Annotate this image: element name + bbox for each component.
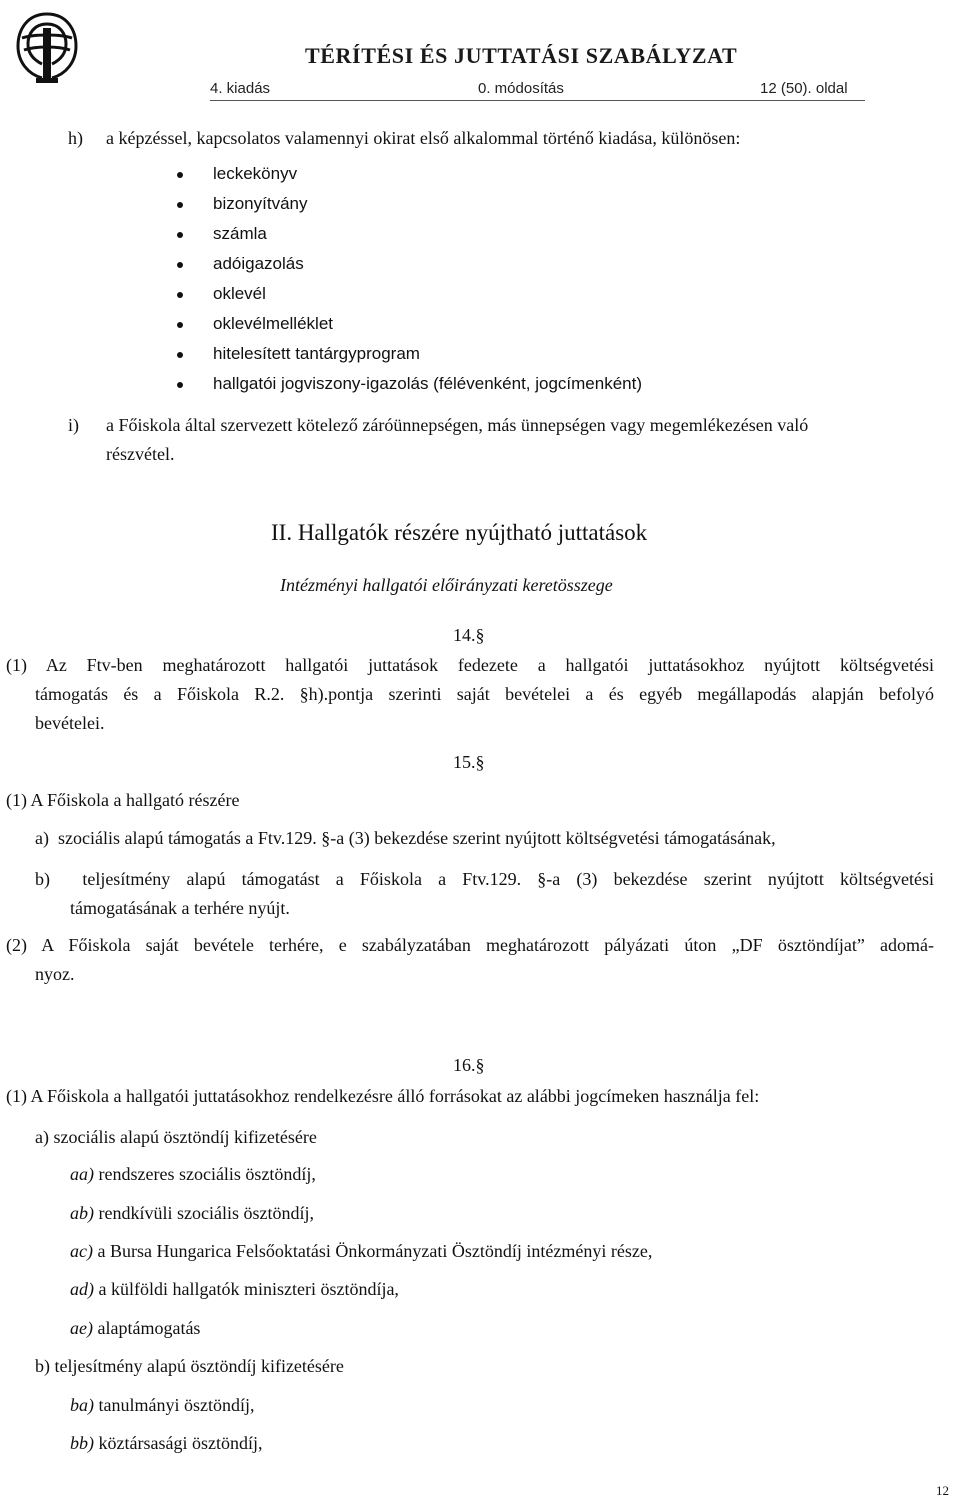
list-item-label: ad) <box>70 1279 94 1299</box>
item-h-text: a képzéssel, kapcsolatos valamennyi okirat első alkalommal történő kiadása, különösen: <box>106 128 741 148</box>
section-subtitle: Intézményi hallgatói előirányzati keretösszege <box>280 575 613 595</box>
para16-a: a) szociális alapú ösztöndíj kifizetésére <box>35 1127 317 1147</box>
list-item <box>70 1240 652 1262</box>
item-i-text: a Főiskola által szervezett kötelező záróünnepségen, más ünnepségen vagy megemlékezésen való <box>106 415 809 435</box>
paragraph-number-value: 15. <box>453 752 476 772</box>
header-divider <box>210 100 865 101</box>
item-h-label: h) <box>68 128 83 148</box>
bullet-item: oklevélmelléklet <box>213 314 333 333</box>
list-item-text: a Bursa Hungarica Felsőoktatási Önkormányzati Ösztöndíj intézményi része, <box>92 1241 653 1261</box>
list-item-text: a külföldi hallgatók miniszteri ösztöndíja, <box>94 1279 399 1299</box>
institution-logo <box>12 8 82 84</box>
bullet-dot <box>177 202 183 208</box>
list-item <box>70 1317 200 1339</box>
bullet-dot <box>177 352 183 358</box>
list-item-label: ac) <box>70 1241 93 1261</box>
para15-b-cont: támogatásának a terhére nyújt. <box>70 898 290 918</box>
list-item <box>70 1202 314 1224</box>
paragraph-number <box>453 1054 485 1076</box>
list-item-label: aa) <box>70 1164 94 1184</box>
list-item-label: bb) <box>70 1433 94 1453</box>
edition-label: 4. kiadás <box>210 80 271 97</box>
item-i-text-cont: részvétel. <box>106 444 175 464</box>
list-item <box>70 1432 262 1454</box>
modification-label: 0. módosítás <box>478 80 564 97</box>
paragraph-number <box>453 751 485 773</box>
bullet-dot <box>177 232 183 238</box>
para14-line: bevételei. <box>35 713 105 733</box>
page-indicator: 12 (50). oldal <box>760 80 848 97</box>
section-sign: § <box>475 625 485 645</box>
para15-p1: (1) A Főiskola a hallgató részére <box>6 790 240 810</box>
list-item-text: rendszeres szociális ösztöndíj, <box>94 1164 316 1184</box>
section-sign: § <box>475 1055 485 1075</box>
list-item-text: rendkívüli szociális ösztöndíj, <box>94 1203 314 1223</box>
list-item-label: ab) <box>70 1203 94 1223</box>
para15-p2: (2) A Főiskola saját bevétele terhére, e szabályzatában meghatározott pályázati úton „DF ösztöndíjat” adomá- <box>6 935 934 955</box>
para14-line: (1) Az Ftv-ben meghatározott hallgatói juttatások fedezete a hallgatói juttatásokhoz nyújtott költségvetési <box>6 655 934 675</box>
bullet-item: hitelesített tantárgyprogram <box>213 344 420 363</box>
para16-p1: (1) A Főiskola a hallgatói juttatásokhoz rendelkezésre álló forrásokat az alábbi jogcímeken használja fel: <box>6 1086 760 1106</box>
bullet-dot <box>177 262 183 268</box>
para15-p2-cont: nyoz. <box>35 964 75 984</box>
list-item <box>70 1163 316 1185</box>
section-sign: § <box>475 752 485 772</box>
bullet-item: számla <box>213 224 267 243</box>
paragraph-number-value: 14. <box>453 625 476 645</box>
paragraph-number-value: 16. <box>453 1055 476 1075</box>
item-i-label: i) <box>68 415 79 435</box>
bullet-item: leckekönyv <box>213 164 298 183</box>
list-item-label: ae) <box>70 1318 93 1338</box>
bullet-dot <box>177 322 183 328</box>
bullet-item: bizonyítvány <box>213 194 308 213</box>
bullet-item: hallgatói jogviszony-igazolás (félévenként, jogcímenként) <box>213 374 643 393</box>
para15-a: a) szociális alapú támogatás a Ftv.129. §-a (3) bekezdése szerint nyújtott költségvetési támogatásának, <box>35 828 776 848</box>
para14-line: támogatás és a Főiskola R.2. §h).pontja szerinti saját bevételei a és egyéb megállapodás alapján befolyó <box>35 684 934 704</box>
list-item <box>70 1394 254 1416</box>
section-heading: II. Hallgatók részére nyújtható juttatások <box>271 520 648 545</box>
list-item-text: tanulmányi ösztöndíj, <box>94 1395 255 1415</box>
para15-b: b) teljesítmény alapú támogatást a Főiskola a Ftv.129. §-a (3) bekezdése szerint nyújtott költségvetési <box>35 869 934 889</box>
list-item-text: alaptámogatás <box>92 1318 201 1338</box>
header-meta <box>210 80 865 102</box>
page-number: 12 <box>936 1483 949 1498</box>
list-item-label: ba) <box>70 1395 94 1415</box>
bullet-dot <box>177 172 183 178</box>
para16-b: b) teljesítmény alapú ösztöndíj kifizetésére <box>35 1356 344 1376</box>
bullet-item: oklevél <box>213 284 266 303</box>
list-item <box>70 1278 399 1300</box>
paragraph-number <box>453 624 485 646</box>
bullet-item: adóigazolás <box>213 254 304 273</box>
bullet-dot <box>177 382 183 388</box>
list-item-text: köztársasági ösztöndíj, <box>94 1433 263 1453</box>
document-title: TÉRÍTÉSI ÉS JUTTATÁSI SZABÁLYZAT <box>305 43 738 68</box>
bullet-dot <box>177 292 183 298</box>
